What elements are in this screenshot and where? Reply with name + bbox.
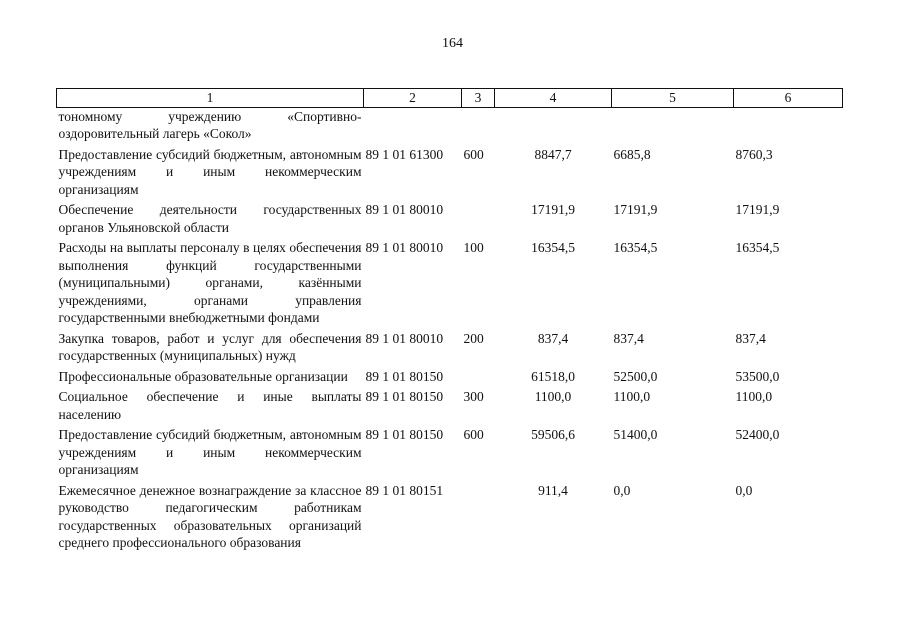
row-expense-type [462,479,495,552]
row-description: Обеспечение деятельности государственных органов Ульяновской области [58,202,362,235]
column-header: 5 [612,89,734,108]
budget-table [56,88,843,552]
row-value-col4: 59506,6 [531,427,575,442]
row-expense-type: 200 [463,330,484,346]
row-value-col5: 51400,0 [613,427,658,442]
table-row [57,107,843,143]
column-header: 6 [734,89,843,108]
row-value-col4: 17191,9 [531,202,575,217]
row-value-col5: 17191,9 [613,202,658,217]
row-target-code: 89 1 01 80150 [365,389,444,404]
table-row [57,479,843,552]
row-value-col4: 1100,0 [534,389,572,404]
row-expense-type: 600 [463,427,484,442]
row-value-col5: 6685,8 [613,146,651,162]
row-value-col5: 16354,5 [613,240,658,255]
column-header: 1 [57,89,364,108]
row-target-code: 89 1 01 80010 [365,202,444,217]
row-description: Социальное обеспечение и иные выплаты населению [58,389,362,422]
table-header-row [57,89,843,108]
row-expense-type: 600 [463,146,484,162]
row-target-code: 89 1 01 80151 [365,482,444,498]
row-value-col5 [612,107,734,143]
row-target-code: 89 1 01 80150 [365,368,444,384]
row-value-col5: 52500,0 [613,368,658,384]
row-value-col6: 1100,0 [735,389,773,404]
column-header: 3 [462,89,495,108]
column-header: 4 [495,89,612,108]
column-header: 2 [364,89,462,108]
row-value-col5: 0,0 [613,482,631,498]
row-value-col4: 911,4 [538,482,568,498]
row-description: Расходы на выплаты персоналу в целях обеспечения выполнения функций государственными (муниципальными) органами, казёнными учреждениями, органами управления государственными внебюджетными фондами [58,240,362,325]
row-value-col6: 52400,0 [735,427,780,442]
row-value-col4: 16354,5 [531,240,575,255]
row-value-col4 [495,107,612,143]
row-expense-type: 100 [463,240,484,255]
table-row [57,198,843,236]
row-description: Предоставление субсидий бюджетным, автономным учреждениям и иным некоммерческим организациям [58,427,362,477]
row-expense-type [462,198,495,236]
row-value-col6: 17191,9 [735,202,780,217]
row-value-col6: 0,0 [735,482,753,498]
row-target-code [364,107,462,143]
row-description: Закупка товаров, работ и услуг для обеспечения государственных (муниципальных) нужд [58,330,362,363]
table-row [57,236,843,327]
row-value-col6: 837,4 [735,330,766,346]
row-description: Профессиональные образовательные организации [58,368,348,384]
row-expense-type [462,365,495,386]
row-description: Ежемесячное денежное вознаграждение за классное руководство педагогическим работникам государственных образовательных организаций среднего профессионального образования [58,482,362,550]
row-value-col4: 8847,7 [534,146,572,162]
table-row [57,327,843,365]
row-value-col5: 837,4 [613,330,644,346]
row-expense-type: 300 [463,389,484,404]
row-value-col6: 8760,3 [735,146,773,162]
row-value-col5: 1100,0 [613,389,651,404]
row-target-code: 89 1 01 80150 [365,427,444,442]
table-row [57,423,843,479]
row-expense-type [462,107,495,143]
page-number: 164 [442,36,463,51]
row-value-col4: 837,4 [537,330,569,346]
row-value-col6: 16354,5 [735,240,780,255]
row-target-code: 89 1 01 80010 [365,240,444,255]
row-target-code: 89 1 01 61300 [365,146,444,162]
table-row [57,143,843,199]
table-row [57,365,843,386]
row-value-col6: 53500,0 [735,368,780,384]
row-value-col6 [734,107,843,143]
row-value-col4: 61518,0 [531,368,575,384]
row-description: Предоставление субсидий бюджетным, автономным учреждениям и иным некоммерческим организациям [58,146,362,197]
table-row [57,385,843,423]
row-description: тономному учреждению «Спортивно-оздоровительный лагерь «Сокол» [58,108,362,141]
row-target-code: 89 1 01 80010 [365,330,444,346]
